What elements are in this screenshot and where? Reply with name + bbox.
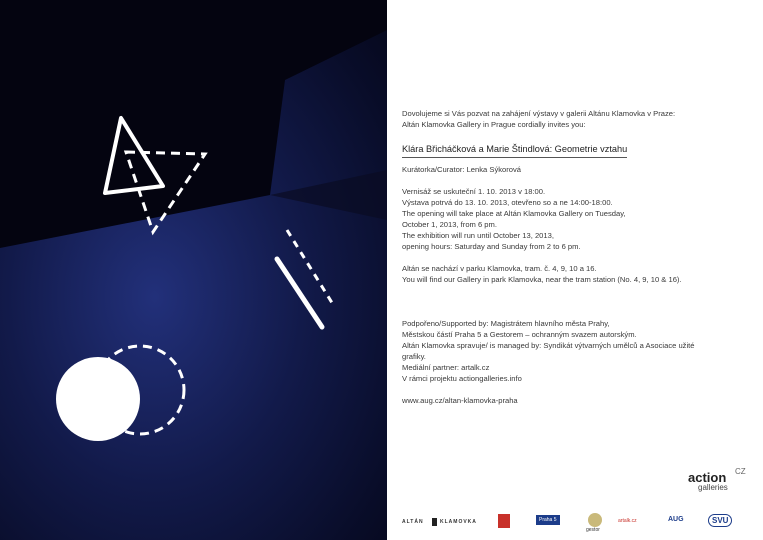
website-link[interactable]: www.aug.cz/altan-klamovka-praha xyxy=(402,396,518,405)
dates-line: October 1, 2013, from 6 pm. xyxy=(402,220,497,229)
support-line: grafiky. xyxy=(402,352,426,361)
intro-line-en: Altán Klamovka Gallery in Prague cordially invites you: xyxy=(402,120,586,129)
invitation-text xyxy=(402,108,752,406)
action-galleries-logo: action CZ galleries xyxy=(688,467,746,492)
intro-line-cz: Dovolujeme si Vás pozvat na zahájení výstavy v galerii Altánu Klamovka v Praze: xyxy=(402,109,676,118)
gestor-logo-label: gestor xyxy=(586,527,600,533)
dates-line: The exhibition will run until October 13, 2013, xyxy=(402,231,554,240)
exhibition-title: Klára Břicháčková a Marie Štindlová: Geometrie vztahu xyxy=(402,144,627,158)
partner-logos xyxy=(400,510,760,532)
support-line: Podpořeno/Supported by: Magistrátem hlavního města Prahy, xyxy=(402,319,610,328)
gestor-logo-icon xyxy=(588,513,602,527)
curator-line: Kurátorka/Curator: Lenka Sýkorová xyxy=(402,165,522,174)
shadow-shape xyxy=(270,170,387,220)
dates-line: The opening will take place at Altán Klamovka Gallery on Tuesday, xyxy=(402,209,626,218)
support-line: Mediální partner: artalk.cz xyxy=(402,363,490,372)
altan-logo-word: ALTÁN xyxy=(402,519,424,525)
klamovka-logo-word: KLAMOVKA xyxy=(440,519,477,525)
black-shape xyxy=(0,0,387,248)
support-line: Altán Klamovka spravuje/ is managed by: Syndikát výtvarných umělců a Asociace užité xyxy=(402,341,695,350)
svu-logo: SVU xyxy=(708,514,732,527)
artalk-logo: artalk.cz xyxy=(618,518,637,524)
location-line: Altán se nachází v parku Klamovka, tram. č. 4, 9, 10 a 16. xyxy=(402,264,597,273)
dates-line: Výstava potrvá do 13. 10. 2013, otevřeno so a ne 14:00-18:00. xyxy=(402,198,613,207)
altan-logo-mark xyxy=(432,518,437,526)
praha5-logo: Praha 5 xyxy=(536,515,560,525)
dates-line: Vernisáž se uskuteční 1. 10. 2013 v 18:00. xyxy=(402,187,546,196)
aug-logo: AUG xyxy=(668,516,684,523)
dashed-line xyxy=(287,230,334,306)
support-line: Městskou částí Praha 5 a Gestorem – ochranným svazem autorským. xyxy=(402,330,637,339)
prague-coat-of-arms-icon xyxy=(498,514,510,528)
dates-line: opening hours: Saturday and Sunday from 2 to 6 pm. xyxy=(402,242,581,251)
solid-line xyxy=(277,259,322,327)
location-line: You will find our Gallery in park Klamovka, near the tram station (No. 4, 9, 10 & 16). xyxy=(402,275,682,284)
support-line: V rámci projektu actiongalleries.info xyxy=(402,374,522,383)
